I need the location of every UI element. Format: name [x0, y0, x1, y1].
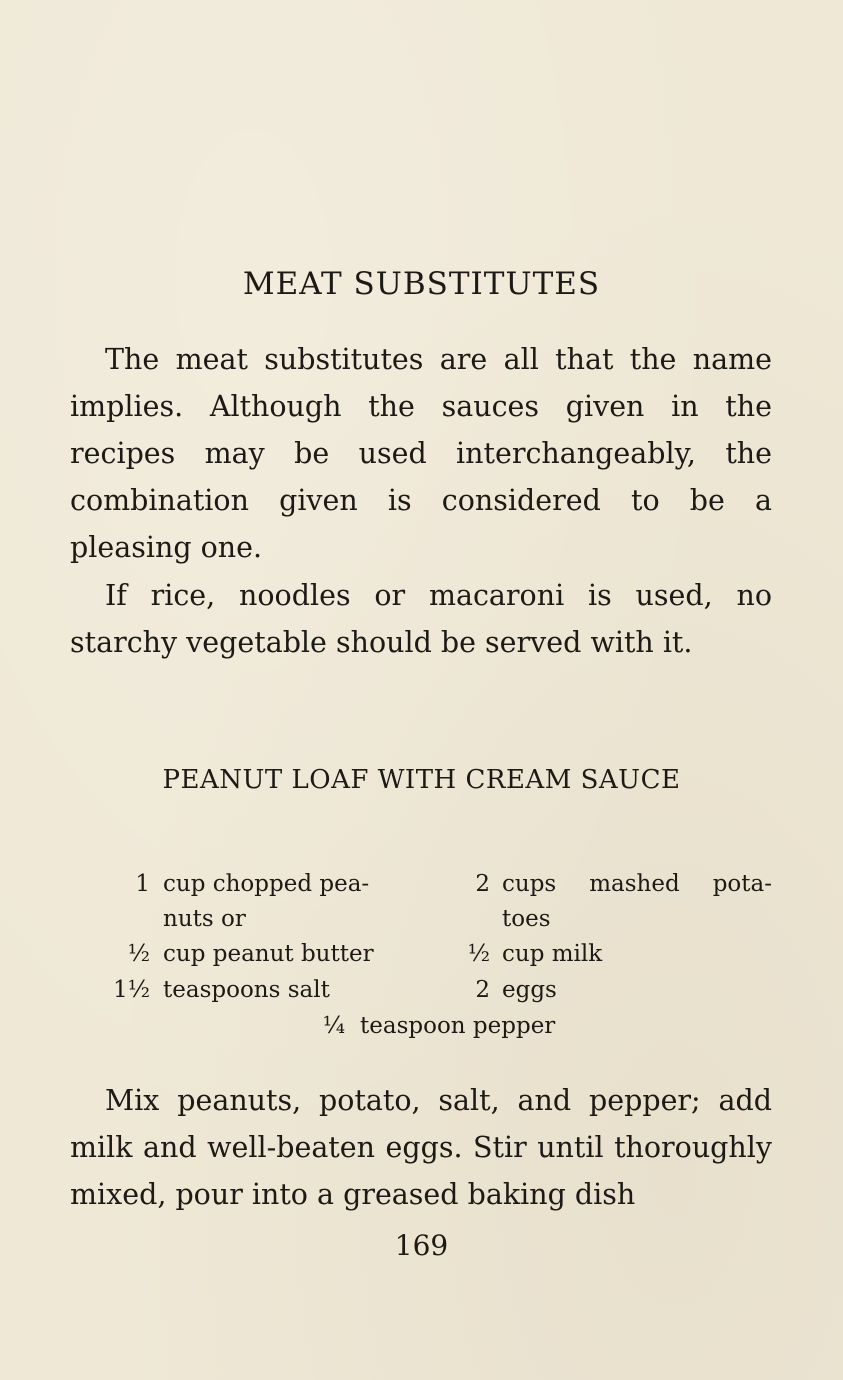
ingredient-text: eggs: [502, 977, 557, 1003]
ingredient-qty: 2: [475, 977, 490, 1003]
ingredient-qty: 1: [135, 871, 150, 897]
intro-paragraph-1: The meat substitutes are all that the name implies. Although the sauces given in the recipes may be used interchangeably, the combination given is considered to be a pleasing one.: [70, 343, 772, 564]
recipe-directions: Mix peanuts, potato, salt, and pepper; add milk and well-beaten eggs. Stir until thoroughly mixed, pour into a greased baking dish: [70, 1084, 772, 1211]
intro-paragraph-2: If rice, noodles or macaroni is used, no starchy vegetable should be served with it.: [70, 579, 772, 659]
ingredient-text: nuts or: [163, 906, 246, 932]
ingredient-qty: ½: [127, 941, 150, 967]
ingredient-text: cup peanut butter: [163, 941, 374, 967]
ingredient-qty: 2: [475, 871, 490, 897]
page-number: 169: [394, 1229, 449, 1262]
ingredient-qty: ½: [467, 941, 490, 967]
ingredient-text: toes: [502, 906, 551, 932]
ingredient-text: teaspoons salt: [163, 977, 330, 1003]
ingredient-text: cups mashed pota-: [502, 871, 772, 897]
ingredient-text: cup chopped pea-: [163, 871, 370, 897]
ingredient-text: teaspoon pepper: [360, 1013, 556, 1039]
recipe-title: PEANUT LOAF WITH CREAM SAUCE: [162, 765, 681, 795]
ingredient-qty: 1½: [113, 977, 150, 1003]
ingredient-text: cup milk: [502, 941, 603, 967]
section-title: MEAT SUBSTITUTES: [242, 266, 601, 302]
ingredient-qty: ¼: [322, 1013, 345, 1039]
